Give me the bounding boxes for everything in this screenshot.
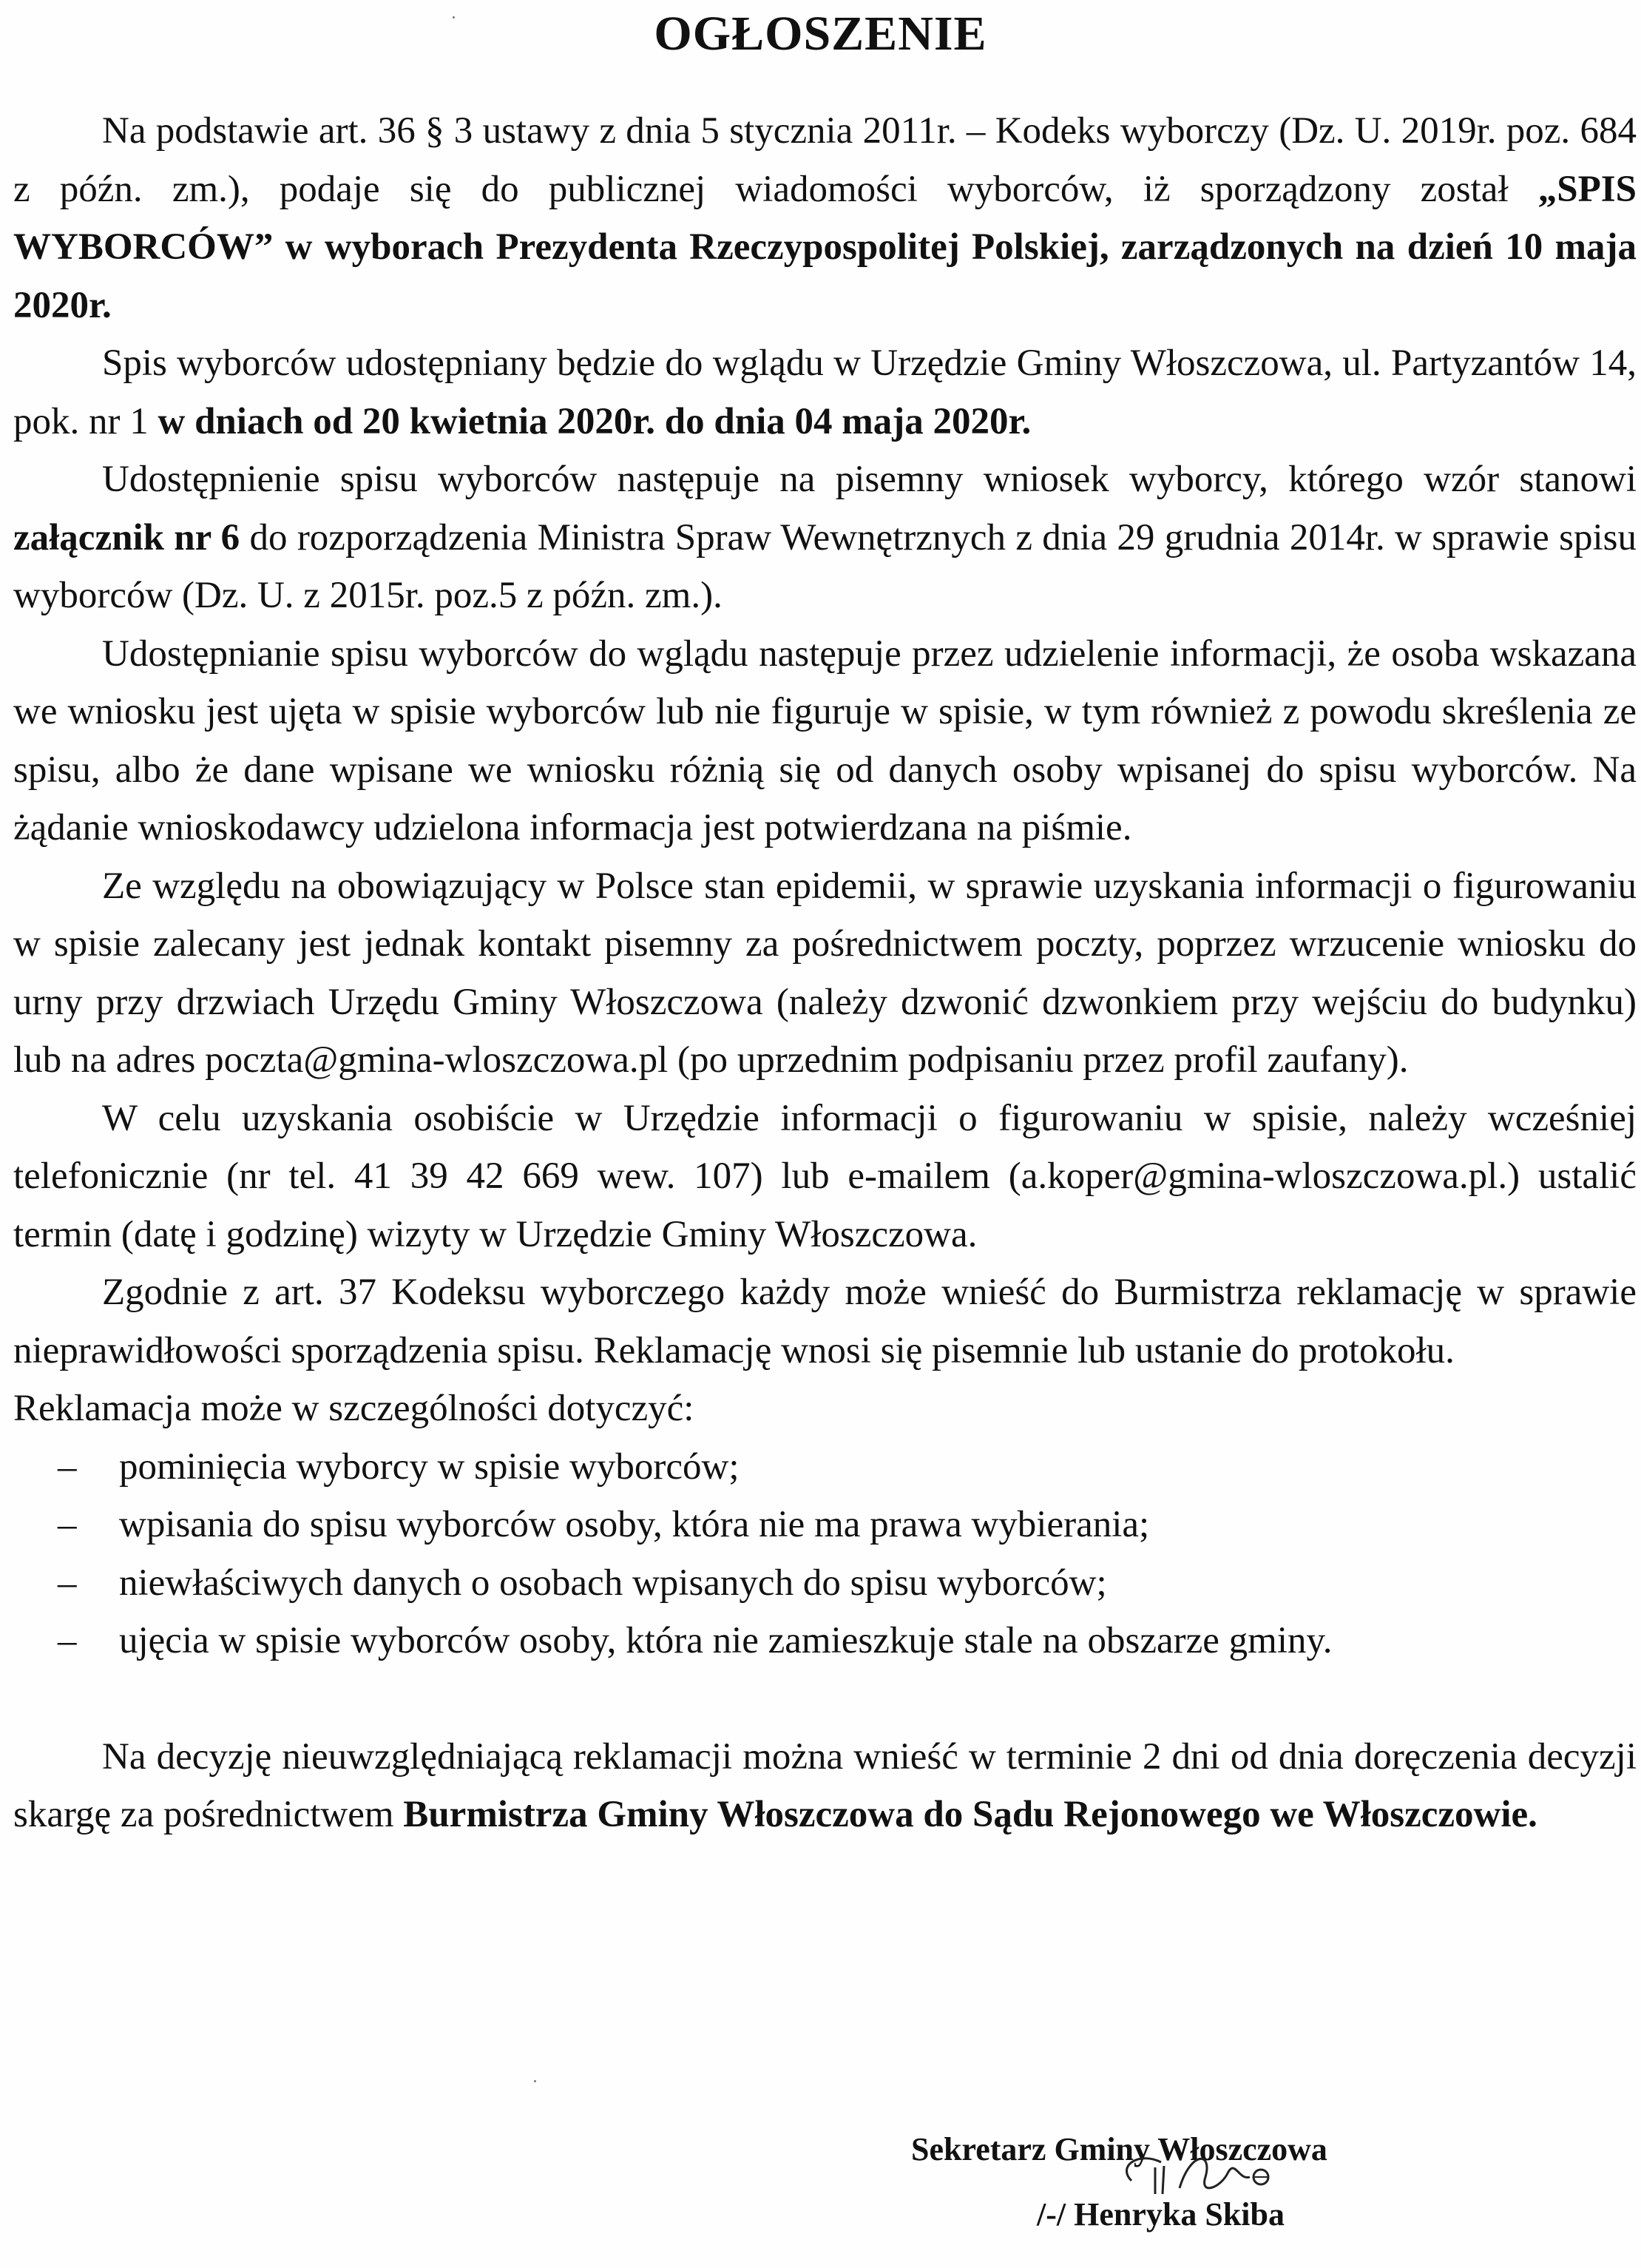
dash-bullet: – [58, 1445, 77, 1488]
dash-bullet: – [58, 1504, 77, 1545]
handwritten-signature [1109, 2136, 1287, 2210]
paragraph-inspection-dates [13, 334, 1637, 450]
paragraph-text: Na podstawie art. 36 § 3 ustawy z dnia 5 stycznia 2011r. – Kodeks wyborczy (Dz. U. 2019r. poz. 684 z późn. zm.), podaje się do publicznej wiadomości wyborców, iż sporządzony został [13, 110, 1637, 210]
list-intro: Reklamacja może w szczególności dotyczyć: [13, 1388, 694, 1429]
paragraph-text: do rozporządzenia Ministra Spraw Wewnętrznych z dnia 29 grudnia 2014r. w sprawie spisu wyborców (Dz. U. z 2015r. poz.5 z późn. zm.). [13, 516, 1637, 616]
dash-bullet: – [58, 1620, 77, 1661]
complaint-reasons-list [13, 1438, 1637, 1670]
list-item-text: pominięcia wyborcy w spisie wyborców; [119, 1445, 740, 1488]
paragraph-complaint: Zgodnie z art. 37 Kodeksu wyborczego każdy może wnieść do Burmistrza reklamację w sprawie nieprawidłowości sporządzenia spisu. Reklamację wnosi się pisemnie lub ustanie do protokołu. [13, 1272, 1637, 1371]
paragraph-appointment: W celu uzyskania osobiście w Urzędzie informacji o figurowaniu w spisie, należy wcześniej telefonicznie (nr tel. 41 39 42 669 wew. 107) lub e-mailem (a.koper@gmina-wloszczowa.pl.) ustalić termin (datę i godzinę) wizyty w Urzędzie Gminy Włoszczowa. [13, 1097, 1637, 1255]
paragraph-epidemic-notice: Ze względu na obowiązujący w Polsce stan epidemii, w sprawie uzyskania informacji o figurowaniu w spisie zalecany jest jednak kontakt pisemny za pośrednictwem poczty, poprzez wrzucenie wniosku do urny przy drzwiach Urzędu Gminy Włoszczowa (należy dzwonić dzwonkiem przy wejściu do budynku) lub na adres poczta@gmina-wloszczowa.pl (po uprzednim podpisaniu przez profil zaufany). [13, 865, 1637, 1081]
paragraph-text: Udostępnienie spisu wyborców następuje na pisemny wniosek wyborcy, którego wzór stanowi [102, 459, 1637, 500]
paragraph-text: Na decyzję nieuwzględniającą reklamacji można wnieść w terminie 2 dni od dnia doręczenia decyzji skargę za pośrednictwem [13, 1735, 1637, 1835]
paragraph-bold-text: w dniach od 20 kwietnia 2020r. do dnia 04 maja 2020r. [158, 400, 1032, 442]
paragraph-text: Spis wyborców udostępniany będzie do wglądu w Urzędzie Gminy Włoszczowa, ul. Partyzantów 14, pok. nr 1 [13, 342, 1637, 442]
paragraph-bold-text: Burmistrza Gminy Włoszczowa do Sądu Rejonowego we Włoszczowie. [403, 1794, 1537, 1835]
signatory-role: Sekretarz Gminy Włoszczowa [911, 2131, 1327, 2167]
list-item [13, 1612, 1637, 1670]
paragraph-application [13, 450, 1637, 625]
paragraph-information-procedure: Udostępnianie spisu wyborców do wglądu następuje przez udzielenie informacji, że osoba wskazana we wniosku jest ujęta w spisie wyborców lub nie figuruje w spisie, w tym również z powodu skreślenia ze spisu, albo że dane wpisane we wniosku różnią się od danych osoby wpisanej do spisu wyborców. Na żądanie wnioskodawcy udzielona informacja jest potwierdzana na piśmie. [13, 632, 1637, 848]
document-body [13, 102, 1637, 1844]
paragraph-bold-text: „SPIS WYBORCÓW” w wyborach Prezydenta Rzeczypospolitej Polskiej, zarządzonych na dzień 10 maja 2020r. [13, 168, 1637, 326]
list-item-text: wpisania do spisu wyborców osoby, która nie ma prawa wybierania; [119, 1504, 1150, 1545]
paragraph-legal-basis [13, 102, 1637, 334]
paragraph-appeal [13, 1728, 1637, 1844]
list-item [13, 1554, 1637, 1613]
list-item-text: niewłaściwych danych o osobach wpisanych do spisu wyborców; [119, 1562, 1107, 1604]
dash-bullet: – [58, 1562, 77, 1604]
signatory-name: /-/ Henryka Skiba [1037, 2196, 1285, 2232]
document-title: OGŁOSZENIE [654, 7, 987, 61]
scan-speck [534, 2080, 536, 2082]
blank-line [13, 1670, 1637, 1728]
paragraph-bold-text: załącznik nr 6 [13, 516, 240, 558]
list-item [13, 1438, 1637, 1496]
list-item-text: ujęcia w spisie wyborców osoby, która nie zamieszkuje stale na obszarze gminy. [119, 1620, 1333, 1661]
list-item [13, 1496, 1637, 1554]
